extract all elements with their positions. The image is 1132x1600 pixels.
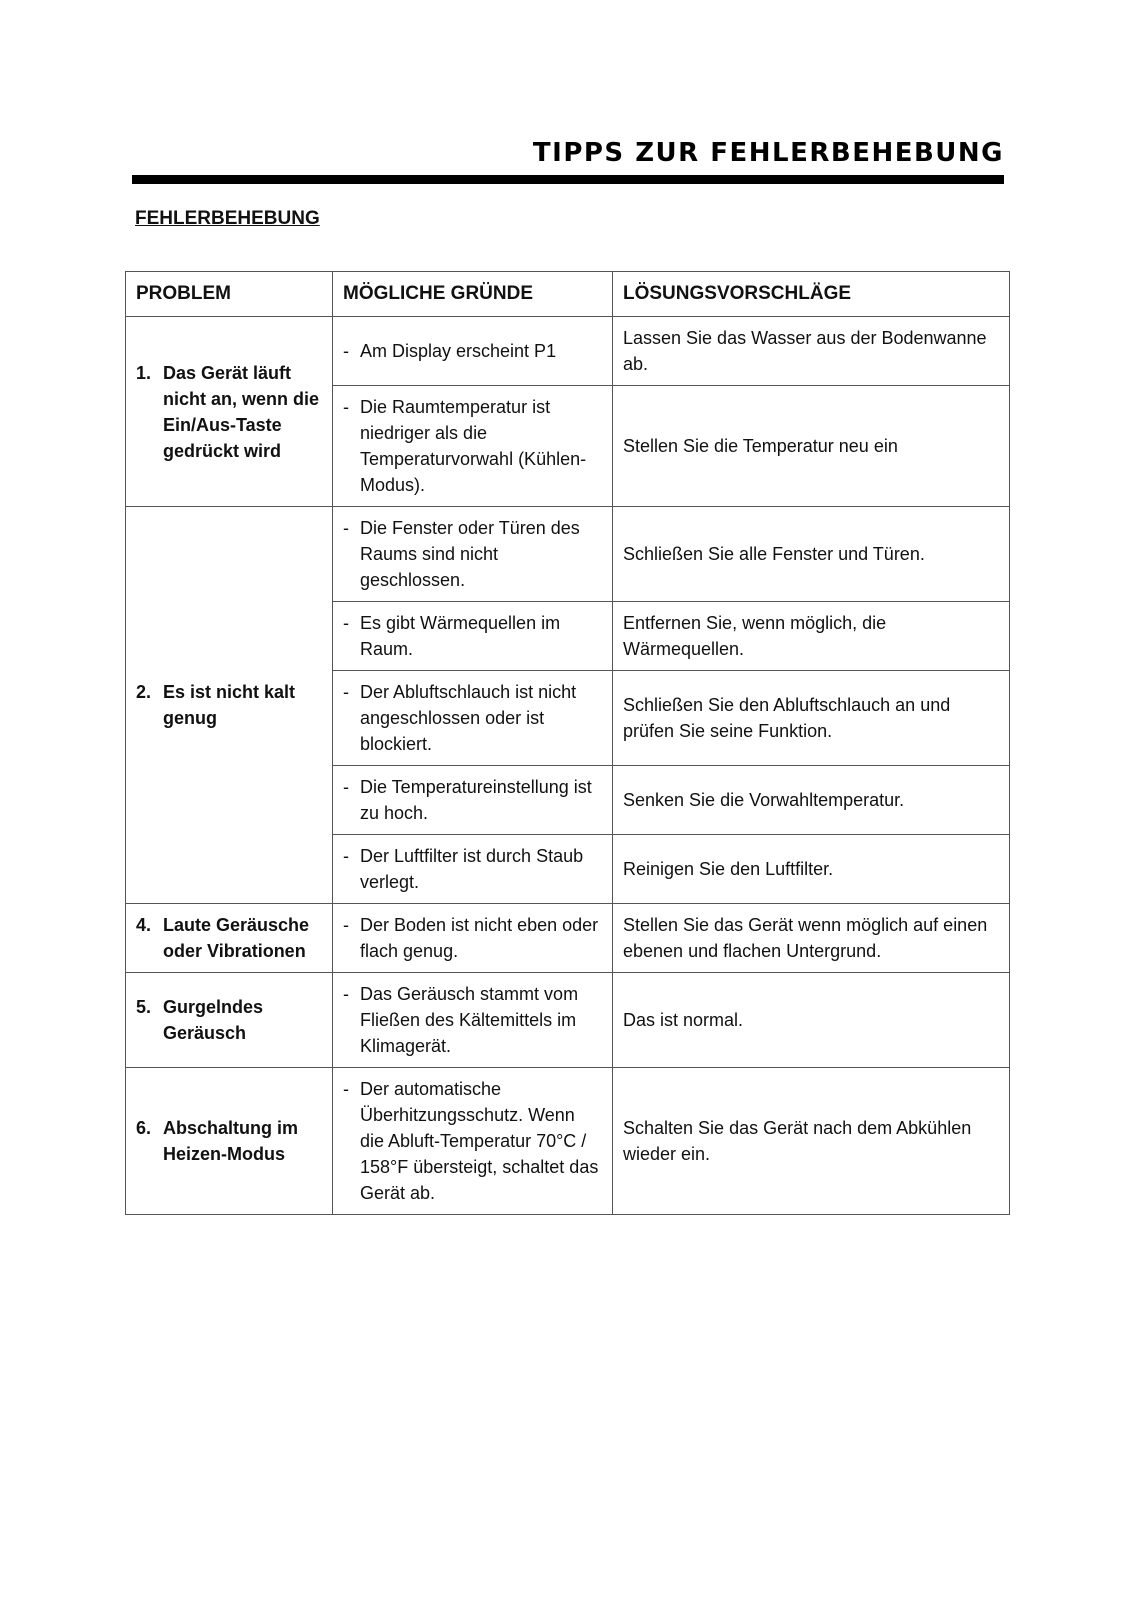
page-header-title: TIPPS ZUR FEHLERBEHEBUNG — [532, 138, 1004, 168]
cause-cell: - Es gibt Wärmequellen im Raum. — [333, 602, 613, 671]
cause-text: Der Boden ist nicht eben oder flach genug. — [360, 915, 599, 961]
cause-text: Der automatische Überhitzungsschutz. Wenn die Abluft-Temperatur 70°C / 158°F übersteigt, schaltet das Gerät ab. — [360, 1079, 599, 1203]
cause-cell: - Die Temperatureinstellung ist zu hoch. — [333, 766, 613, 835]
cause-cell: - Der automatische Überhitzungsschutz. Wenn die Abluft-Temperatur 70°C / 158°F übersteigt, schaltet das Gerät ab. — [333, 1068, 613, 1215]
solution-cell: Schließen Sie den Abluftschlauch an und prüfen Sie seine Funktion. — [613, 671, 1010, 766]
problem-number: 6. — [136, 1118, 152, 1138]
table-row — [126, 904, 1010, 973]
column-header-causes: MÖGLICHE GRÜNDE — [333, 272, 613, 317]
problem-number: 4. — [136, 915, 152, 935]
problem-title: Es ist nicht kalt genug — [163, 682, 296, 728]
cause-text: Der Luftfilter ist durch Staub verlegt. — [360, 846, 584, 892]
problem-cell — [126, 507, 333, 904]
cause-cell: - Die Raumtemperatur ist niedriger als die Temperaturvorwahl (Kühlen-Modus). — [333, 386, 613, 507]
column-header-solutions: LÖSUNGSVORSCHLÄGE — [613, 272, 1010, 317]
problem-title: Gurgelndes Geräusch — [163, 997, 264, 1043]
problem-cell — [126, 1068, 333, 1215]
solution-cell: Stellen Sie die Temperatur neu ein — [613, 386, 1010, 507]
table-row — [126, 1068, 1010, 1215]
solution-cell: Entfernen Sie, wenn möglich, die Wärmequellen. — [613, 602, 1010, 671]
troubleshooting-table — [125, 271, 1010, 1215]
cause-text: Es gibt Wärmequellen im Raum. — [360, 613, 561, 659]
problem-cell — [126, 317, 333, 507]
cause-text: Die Fenster oder Türen des Raums sind nicht geschlossen. — [360, 518, 580, 590]
problem-number: 2. — [136, 682, 152, 702]
cause-text: Die Raumtemperatur ist niedriger als die Temperaturvorwahl (Kühlen-Modus). — [360, 397, 587, 495]
solution-cell: Das ist normal. — [613, 973, 1010, 1068]
cause-cell: - Der Abluftschlauch ist nicht angeschlossen oder ist blockiert. — [333, 671, 613, 766]
section-title: FEHLERBEHEBUNG — [135, 208, 320, 229]
cause-cell: - Der Boden ist nicht eben oder flach genug. — [333, 904, 613, 973]
cause-cell: - Der Luftfilter ist durch Staub verlegt. — [333, 835, 613, 904]
table-header-row — [126, 272, 1010, 317]
problem-title: Das Gerät läuft nicht an, wenn die Ein/Aus-Taste gedrückt wird — [163, 362, 320, 461]
table-row — [126, 973, 1010, 1068]
cause-cell: - Das Geräusch stammt vom Fließen des Kältemittels im Klimagerät. — [333, 973, 613, 1068]
table-row — [126, 507, 1010, 602]
cause-text: Am Display erscheint P1 — [360, 341, 557, 361]
problem-cell — [126, 904, 333, 973]
problem-cell — [126, 973, 333, 1068]
solution-cell: Senken Sie die Vorwahltemperatur. — [613, 766, 1010, 835]
cause-text: Das Geräusch stammt vom Fließen des Kältemittels im Klimagerät. — [360, 984, 579, 1056]
problem-title: Abschaltung im Heizen-Modus — [163, 1118, 299, 1164]
problem-title: Laute Geräusche oder Vibrationen — [163, 915, 310, 961]
cause-text: Die Temperatureinstellung ist zu hoch. — [360, 777, 592, 823]
column-header-problem: PROBLEM — [126, 272, 333, 317]
cause-cell: - Am Display erscheint P1 — [333, 317, 613, 386]
table-row — [126, 317, 1010, 386]
solution-cell: Schließen Sie alle Fenster und Türen. — [613, 507, 1010, 602]
cause-cell: - Die Fenster oder Türen des Raums sind nicht geschlossen. — [333, 507, 613, 602]
solution-cell: Stellen Sie das Gerät wenn möglich auf einen ebenen und flachen Untergrund. — [613, 904, 1010, 973]
problem-number: 1. — [136, 362, 152, 383]
solution-cell: Reinigen Sie den Luftfilter. — [613, 835, 1010, 904]
problem-number: 5. — [136, 997, 152, 1017]
cause-text: Der Abluftschlauch ist nicht angeschlossen oder ist blockiert. — [360, 682, 577, 754]
solution-cell: Lassen Sie das Wasser aus der Bodenwanne ab. — [613, 317, 1010, 386]
solution-cell: Schalten Sie das Gerät nach dem Abkühlen wieder ein. — [613, 1068, 1010, 1215]
header-rule — [132, 175, 1004, 184]
